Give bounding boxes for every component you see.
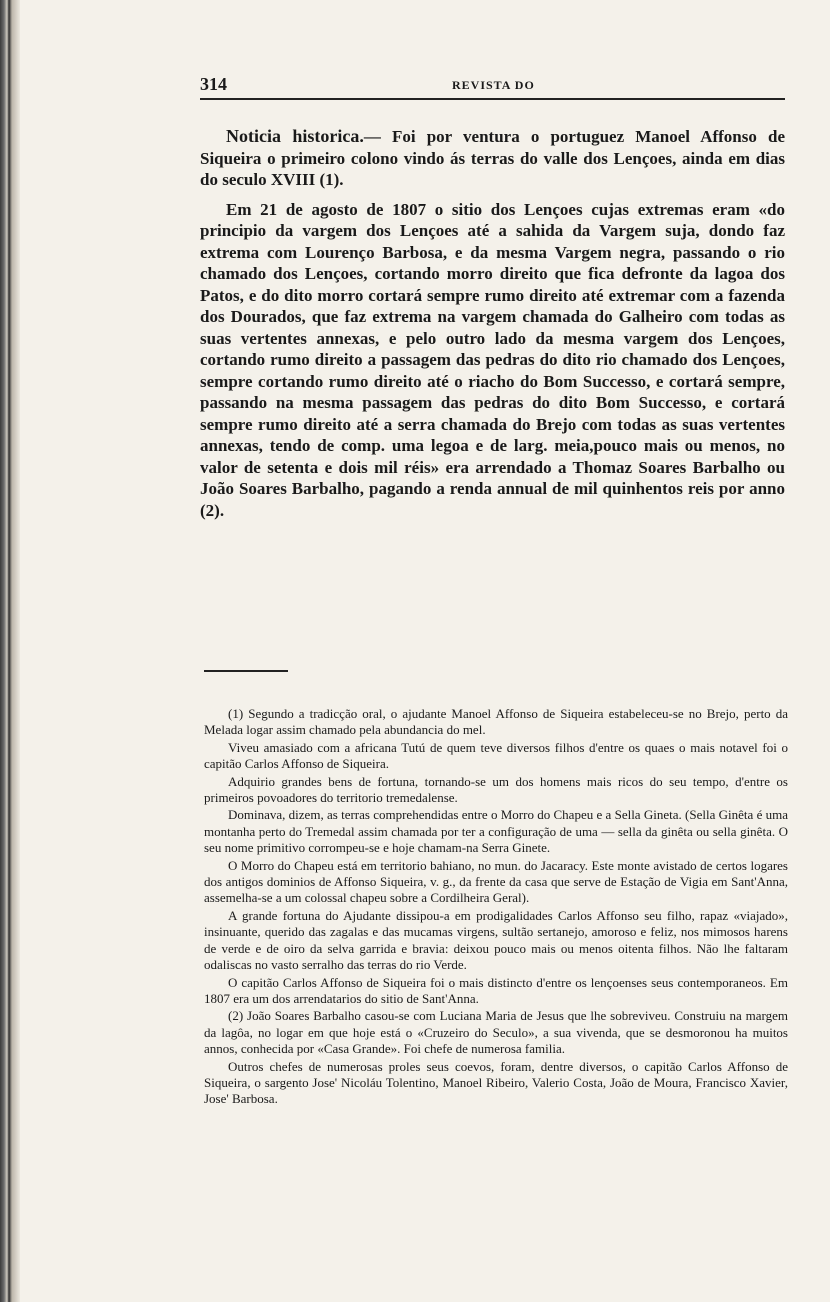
footnote-1-part-3: Adquirio grandes bens de fortuna, tornando-se um dos homens mais ricos do seu tempo, d'entre os primeiros povoadores do territorio tremedalense. xyxy=(204,773,788,806)
footnote-1-part-6: A grande fortuna do Ajudante dissipou-a em prodigalidades Carlos Affonso seu filho, rapaz «viajado», insinuante, querido das zagalas e das mucamas virgens, sultão sertanejo, amoroso e feliz, nos mimosos harens de verde e de oiro da selva garrida e bravia: deixou pouco mais ou menos oitenta filhos. Não lhe faltaram odaliscas no vasto serralho das terras do rio Verde. xyxy=(204,907,788,973)
footnote-separator xyxy=(204,670,288,672)
running-title: REVISTA DO xyxy=(452,78,535,92)
footnote-1-part-5: O Morro do Chapeu está em territorio bahiano, no mun. do Jacaracy. Este monte avistado de certos logares dos antigos dominios de Affonso Siqueira, v. g., da frente da casa que serve de Estação de Vigia em Sant'Anna, assemelha-se a um colossal chapeu sobre a Cordilheira Geral). xyxy=(204,857,788,906)
footnotes xyxy=(204,706,788,1109)
article-paragraph-1 xyxy=(200,126,785,191)
header-rule xyxy=(200,98,785,100)
footnote-1-part-4: Dominava, dizem, as terras comprehendidas entre o Morro do Chapeu e a Sella Gineta. (Sella Ginêta é uma montanha perto do Tremedal assim chamada por ter a configuração de uma — sella da ginêta ou sella ginêta. O seu nome primitivo corrompeu-se e hoje chamam-na Serra Ginete. xyxy=(204,807,788,856)
book-binding-edge xyxy=(0,0,20,1302)
footnote-1-part-1: (1) Segundo a tradicção oral, o ajudante Manoel Affonso de Siqueira estabeleceu-se no Brejo, perto da Melada logar assim chamado pela abundancia do mel. xyxy=(204,706,788,738)
article-lead: Noticia historica. xyxy=(226,126,364,146)
page-number: 314 xyxy=(200,74,227,94)
article-intro: — Foi por ventura o portuguez Manoel Affonso de Siqueira o primeiro colono vindo ás terras do valle dos Lençoes, ainda em dias do seculo XVIII (1). xyxy=(200,127,785,189)
article-body xyxy=(200,126,785,521)
footnote-1-part-7: O capitão Carlos Affonso de Siqueira foi o mais distincto d'entre os lençoenses seus contemporaneos. Em 1807 era um dos arrendatarios do sitio de Sant'Anna. xyxy=(204,974,788,1006)
footnote-2-part-1: (2) João Soares Barbalho casou-se com Luciana Maria de Jesus que lhe sobreviveu. Construiu na margem da lagôa, no logar em que hoje está o «Cruzeiro do Seculo», a sua vivenda, que se desmoronou ha muitos annos, conhecida por «Casa Grande». Foi chefe de numerosa familia. xyxy=(204,1008,788,1057)
footnote-1-part-2: Viveu amasiado com a africana Tutú de quem teve diversos filhos d'entre os quaes o mais notavel foi o capitão Carlos Affonso de Siqueira. xyxy=(204,739,788,772)
page-header xyxy=(200,70,785,100)
article-paragraph-2: Em 21 de agosto de 1807 o sitio dos Lençoes cujas extremas eram «do principio da vargem dos Lençoes até a sahida da Vargem suja, dondo faz extrema com Lourenço Barbosa, e da mesma Vargem negra, passando o rio chamado dos Lençoes, cortando morro direito que fica defronte da lagoa dos Patos, e do dito morro cortará sempre rumo direito até extremar com a fazenda dos Dourados, que faz extrema na vargem chamada do Galheiro com todas as suas vertentes annexas, e pelo outro lado da mesma vargem dos Lençoes, cortando rumo direito a passagem das pedras do dito rio chamado dos Lençoes, sempre cortando rumo direito até o riacho do Bom Successo, e cortará sempre, passando na mesma passagem das pedras do dito Bom Successo, e cortará sempre rumo direito até a serra chamada do Brejo com todas as suas vertentes annexas, tendo de comp. uma legoa e de larg. meia,pouco mais ou menos, no valor de setenta e dois mil réis» era arrendado a Thomaz Soares Barbalho ou João Soares Barbalho, pagando a renda annual de mil quinhentos reis por anno (2). xyxy=(200,199,785,520)
footnote-2-part-2: Outros chefes de numerosas proles seus coevos, foram, dentre diversos, o capitão Carlos Affonso de Siqueira, o sargento Jose' Nicoláu Tolentino, Manoel Ribeiro, Valerio Costa, João de Moura, Francisco Xavier, Jose' Barbosa. xyxy=(204,1058,788,1107)
